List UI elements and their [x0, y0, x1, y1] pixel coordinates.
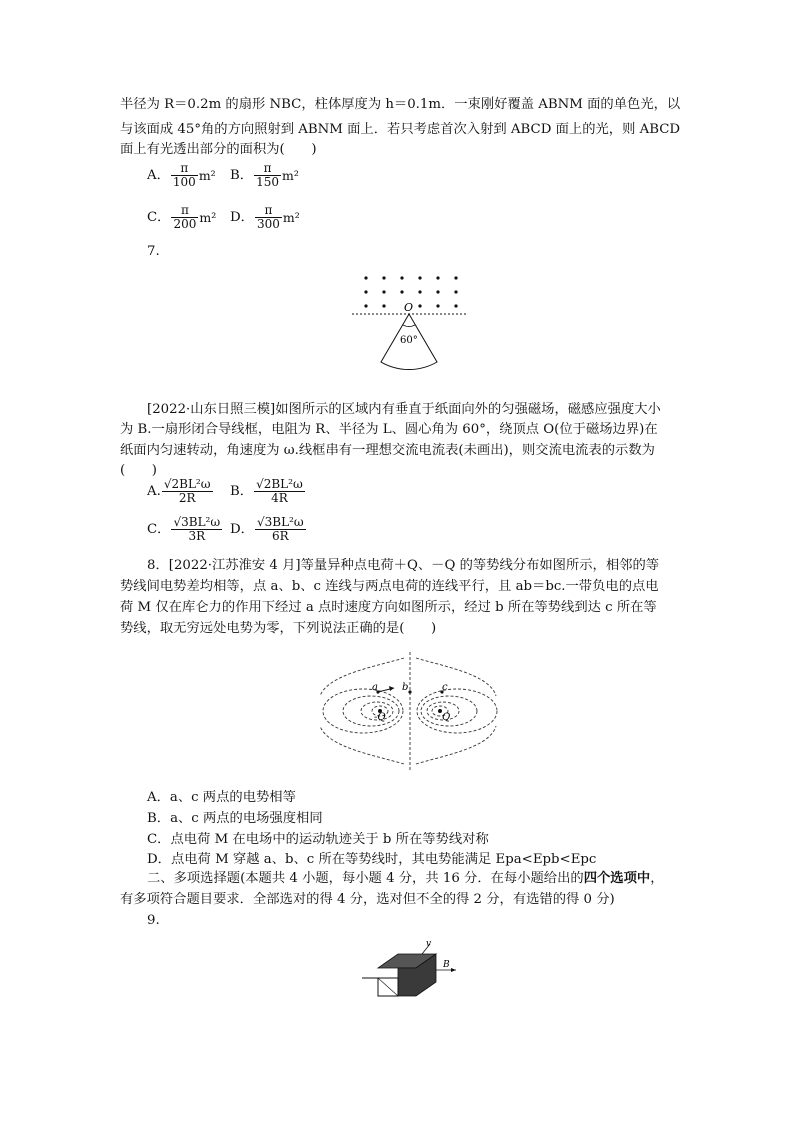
q9-number: 9.	[147, 913, 160, 928]
angle-label: 60°	[400, 335, 418, 346]
q8-line-1: 8．[2022·江苏淮安 4 月]等量异种点电荷＋Q、－Q 的等势线分布如图所示，相邻的等	[147, 558, 660, 573]
q6-option-c-letter: C．	[147, 210, 171, 225]
q7-line-4: ( )	[120, 463, 157, 478]
q9-figure	[360, 938, 460, 1002]
q8-line-4: 势线，取无穷远处电势为零，下列说法正确的是( )	[120, 621, 437, 636]
point-b-dot	[408, 690, 411, 693]
q8-option-b: B．a、c 两点的电场强度相同	[147, 811, 323, 826]
section2-heading-line-2: 有多项符合题目要求．全部选对的得 4 分，选对但不全的得 2 分，有选错的得 0 分)	[120, 892, 615, 907]
q6-option-d: D． $\frac{\pi}{300}$ m²	[230, 203, 300, 231]
label-c: c	[442, 682, 448, 693]
q7-figure	[350, 268, 470, 378]
q8-line-3: 荷 M 仅在库仑力的作用下经过 a 点时速度方向如图所示，经过 b 所在等势线到达 c 所在等	[120, 600, 657, 615]
q6-option-b-letter: B．	[230, 168, 254, 183]
q8-equipotential-figure	[318, 648, 498, 773]
q7-option-c: C． $\frac{\text{√3BL²ω}}{3R}$	[147, 515, 221, 543]
q6-option-c-fraction: $\frac{\pi}{200}$	[173, 203, 197, 231]
q6-option-c: C． $\frac{\pi}{200}$ m²	[147, 203, 217, 231]
label-neg-q: -Q	[374, 712, 386, 723]
sector-angle-arc	[403, 325, 415, 326]
label-v: v	[426, 939, 432, 949]
q7-option-d: D． $\frac{\text{√3BL²ω}}{6R}$	[230, 515, 304, 543]
q6-line-1: 半径为 R＝0.2m 的扇形 NBC，柱体厚度为 h＝0.1m．一束刚好覆盖 ABNM 面的单色光，以	[120, 97, 681, 112]
q8-option-a: A．a、c 两点的电势相等	[147, 790, 296, 805]
q6-option-d-fraction: $\frac{\pi}{300}$	[256, 203, 280, 231]
q7-line-2: 为 B.一扇形闭合导线框，电阻为 R、半径为 L、圆心角为 60°，绕顶点 O(位于磁场边界)在	[120, 422, 658, 437]
q8-option-d: D．点电荷 M 穿越 a、b、c 所在等势线时，其电势能满足 Epa<Epb<Epc	[147, 852, 597, 867]
q7-option-b: B． $\frac{\text{√2BL²ω}}{4R}$	[230, 477, 303, 505]
label-a: a	[372, 682, 378, 693]
q7-option-a: A. $\frac{\text{√2BL²ω}}{2R}$	[147, 477, 211, 505]
q7-line-1: [2022·山东日照三模]如图所示的区域内有垂直于纸面向外的匀强磁场，磁感应强度大小	[147, 402, 661, 417]
point-o-label: O	[404, 301, 414, 314]
q6-option-b: B． $\frac{\pi}{150}$ m²	[230, 161, 299, 189]
q6-option-a: A． $\frac{\pi}{100}$ m²	[147, 161, 216, 189]
q7-line-3: 纸面内匀速转动，角速度为 ω.线框串有一理想交流电流表(未画出)，则交流电流表的示数为	[120, 443, 655, 458]
q8-line-2: 势线间电势差均相等，点 a、b、c 连线与两点电荷的连线平行，且 ab＝bc.一带负电的点电	[120, 579, 659, 594]
q6-line-2: 与该面成 45°角的方向照射到 ABNM 面上．若只考虑首次入射到 ABCD 面上的光，则 ABCD	[120, 122, 681, 137]
q7-number: 7.	[147, 244, 160, 259]
label-b: b	[402, 682, 409, 693]
section2-heading-line-1: 二、多项选择题(本题共 4 小题，每小题 4 分，共 16 分．在每小题给出的四个选项中，	[147, 871, 664, 886]
q8-option-c: C．点电荷 M 在电场中的运动轨迹关于 b 所在等势线对称	[147, 832, 489, 847]
q6-option-a-fraction: $\frac{\pi}{100}$	[172, 161, 196, 189]
label-b-field: B	[443, 960, 450, 970]
label-pos-q: Q	[442, 712, 451, 723]
q6-option-d-letter: D．	[230, 210, 254, 225]
q6-line-3: 面上有光透出部分的面积为( )	[120, 142, 317, 157]
q6-option-b-fraction: $\frac{\pi}{150}$	[256, 161, 279, 189]
q6-option-a-letter: A．	[147, 168, 170, 183]
